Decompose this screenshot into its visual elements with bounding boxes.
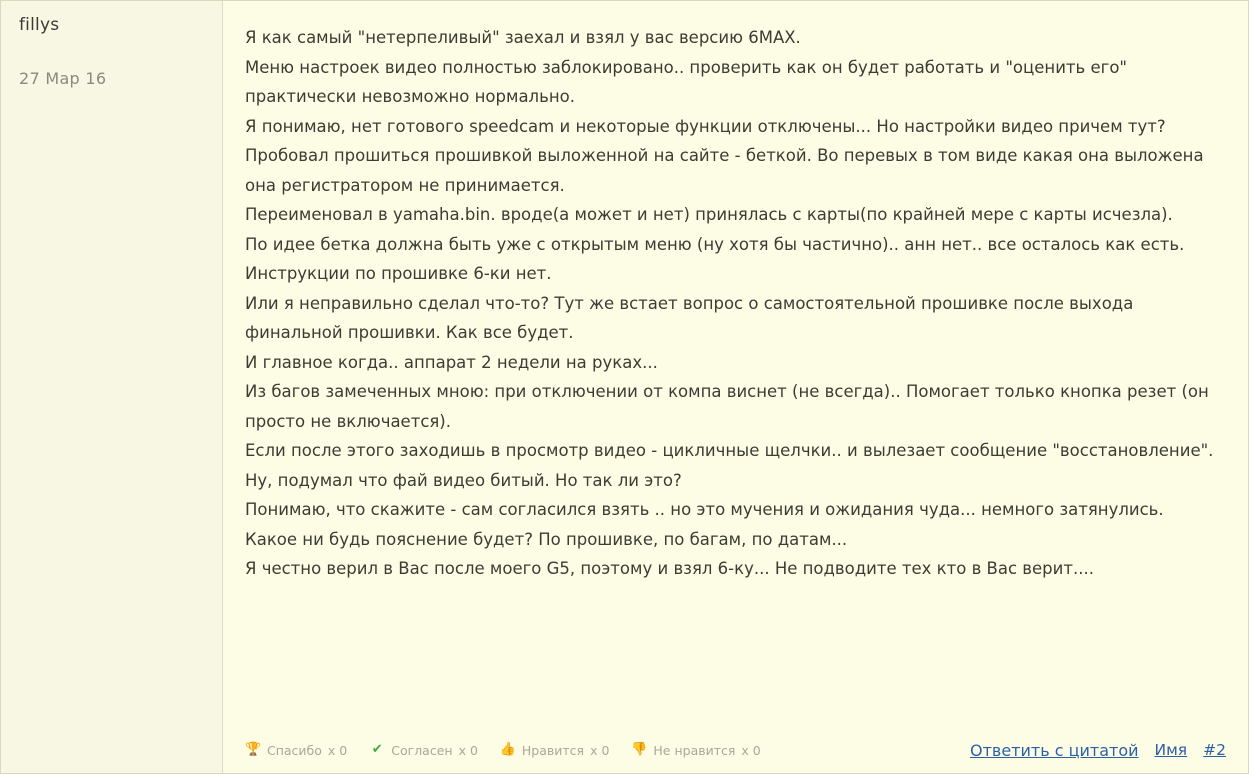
post-footer xyxy=(223,727,1248,773)
reaction-count: x 0 xyxy=(327,742,348,758)
post-line: Я понимаю, нет готового speedcam и некоторые функции отключены... Но настройки видео причем тут? xyxy=(245,116,1166,136)
reaction-label: Не нравится xyxy=(653,742,736,758)
post-date: 27 Мар 16 xyxy=(19,69,107,89)
thumbs-up-icon: 👍 xyxy=(499,742,517,757)
reaction-bar xyxy=(245,742,761,758)
reaction-count: x 0 xyxy=(741,742,761,758)
post-line: Меню настроек видео полностью заблокировано.. проверить как он будет работать и "оценить его" практически невозможно нормально. xyxy=(245,57,1128,106)
post-line: Переименовал в yamaha.bin. вроде(а может и нет) принялась с карты(по крайней мере с карты исчезла). xyxy=(245,205,1173,224)
reaction-label: Согласен xyxy=(391,742,453,758)
post-main xyxy=(223,1,1248,773)
post-line: Понимаю, что скажите - сам согласился взять .. но это мучения и ожидания чуда... немного затянулись. xyxy=(245,500,1164,519)
post-line: Я честно верил в Вас после моего G5, поэтому и взял 6-ку... Не подводите тех кто в Вас верит.... xyxy=(245,559,1094,578)
reaction-like[interactable] xyxy=(500,742,610,758)
post-line: Инструкции по прошивке 6-ки нет. xyxy=(245,264,552,283)
reply-with-quote-link[interactable]: Ответить с цитатой xyxy=(969,740,1139,760)
post-line: Если после этого заходишь в просмотр видео - цикличные щелчки.. и вылезает сообщение "восстановление". xyxy=(245,441,1214,460)
author-username[interactable]: fillys xyxy=(19,15,60,35)
post-line: Из багов замеченных мною: при отключении от компа виснет (не всегда).. Помогает только кнопка резет (он просто не включается). xyxy=(245,382,1209,431)
reaction-agree[interactable] xyxy=(369,742,478,758)
reaction-label: Нравится xyxy=(521,742,585,758)
post-line: Я как самый "нетерпеливый" заехал и взял у вас версию 6MAX. xyxy=(245,28,801,47)
post-line: Пробовал прошиться прошивкой выложенной на сайте - беткой. Во перевых в том виде какая она выложена она регистратором не принимается. xyxy=(245,146,1204,195)
post-actions xyxy=(970,741,1226,760)
post-number-link[interactable]: #2 xyxy=(1203,741,1226,759)
post-line: Или я неправильно сделал что-то? Тут же встает вопрос о самостоятельной прошивке после выхода финальной прошивки. Как все будет. xyxy=(245,293,1134,342)
reaction-count: x 0 xyxy=(458,742,478,758)
reaction-thanks[interactable] xyxy=(245,742,347,758)
post-line: Какое ни будь пояснение будет? По прошивке, по багам, по датам... xyxy=(245,529,848,549)
post-line: И главное когда.. аппарат 2 недели на руках... xyxy=(245,352,658,372)
post-body xyxy=(245,23,1224,773)
post-line: По идее бетка должна быть уже с открытым меню (ну хотя бы частично).. анн нет.. все осталось как есть. xyxy=(245,234,1185,254)
check-icon: ✔ xyxy=(371,742,383,757)
post-line: Ну, подумал что фай видео битый. Но так ли это? xyxy=(245,470,682,490)
reaction-label: Спасибо xyxy=(267,742,322,758)
reaction-dislike[interactable] xyxy=(631,742,760,758)
trophy-icon: 🏆 xyxy=(245,742,262,757)
post-author-sidebar xyxy=(1,1,223,773)
name-link[interactable]: Имя xyxy=(1154,741,1188,759)
reaction-count: x 0 xyxy=(590,742,610,758)
thumbs-down-icon: 👎 xyxy=(631,742,648,757)
